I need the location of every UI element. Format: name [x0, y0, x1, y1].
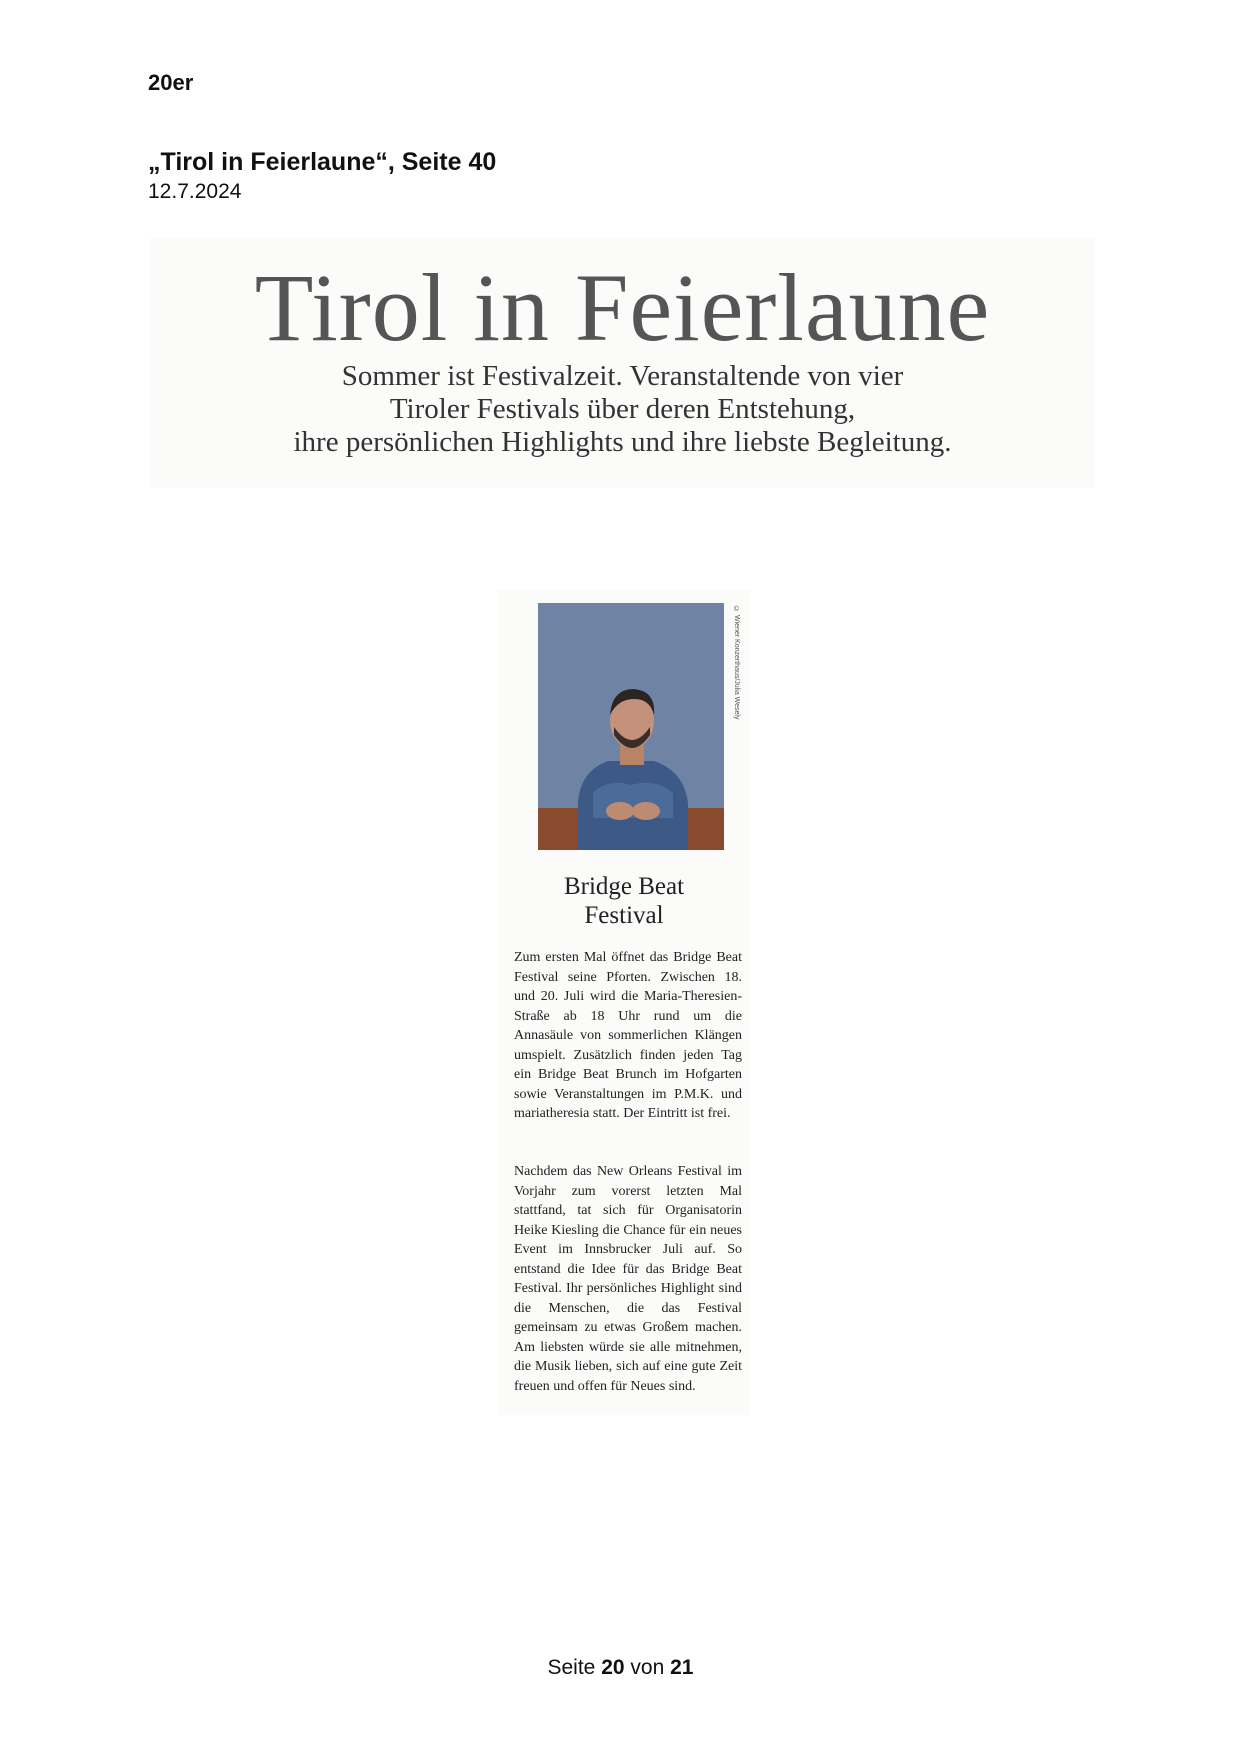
- article-subheadline: [150, 360, 1095, 459]
- person-portrait-image: [538, 603, 724, 850]
- page-number: [0, 1656, 1241, 1680]
- photo-credit: © Wiener Konzerthaus/Julia Wesely: [733, 606, 740, 720]
- festival-photo: [538, 603, 724, 850]
- festival-title-line: Festival: [584, 902, 664, 929]
- publication-name: 20er: [148, 70, 194, 95]
- festival-card-clipping: [498, 590, 750, 1415]
- article-paragraph: Zum ersten Mal öffnet das Bridge Beat Festival seine Pforten. Zwischen 18. und 20. Juli wird die Maria-Theresien-Straße ab 18 Uhr rund um die Annasäule von sommerlichen Klängen umspielt. Zusätzlich finden jeden Tag ein Bridge Beat Brunch im Hofgarten sowie Veranstaltungen im P.M.K. und mariatheresia statt. Der Eintritt ist frei.: [514, 950, 742, 1121]
- article-reference: „Tirol in Feierlaune“, Seite 40: [148, 148, 497, 176]
- page-prefix: Seite: [547, 1656, 596, 1679]
- subheadline-line: Tiroler Festivals über deren Entstehung,: [389, 393, 856, 425]
- article-headline: Tirol in Feierlaune: [254, 254, 991, 361]
- article-header-clipping: [150, 238, 1095, 488]
- article-date: 12.7.2024: [148, 180, 242, 203]
- current-page: 20: [601, 1656, 625, 1679]
- page-separator: von: [630, 1656, 665, 1679]
- subheadline-line: ihre persönlichen Highlights und ihre liebste Begleitung.: [293, 426, 952, 458]
- festival-title: [498, 872, 750, 930]
- festival-title-line: Bridge Beat: [563, 873, 685, 900]
- article-paragraph: Nachdem das New Orleans Festival im Vorjahr zum vorerst letzten Mal stattfand, tat sich für Organisatorin Heike Kiesling die Chance für ein neues Event im Innsbrucker Juli auf. So entstand die Idee für das Bridge Beat Festival. Ihr persönliches Highlight sind die Menschen, die das Festival gemeinsam zu etwas Großem machen. Am liebsten würde sie alle mitnehmen, die Musik lieben, sich auf eine gute Zeit freuen und offen für Neues sind.: [514, 1164, 742, 1394]
- subheadline-line: Sommer ist Festivalzeit. Veranstaltende von vier: [341, 360, 904, 392]
- total-pages: 21: [670, 1656, 694, 1679]
